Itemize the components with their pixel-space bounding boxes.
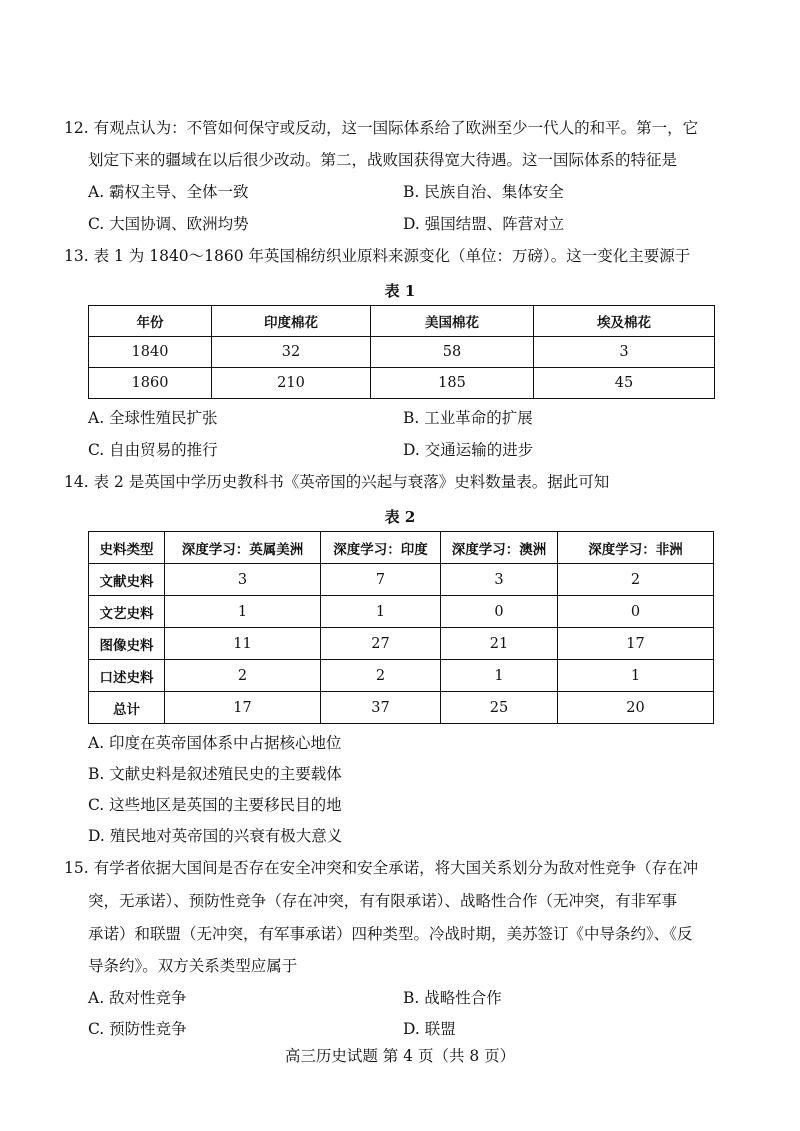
table-cell: 2 <box>558 564 714 596</box>
table-header: 深度学习：英属美洲 <box>165 532 321 564</box>
table-cell: 20 <box>558 692 714 724</box>
question-text: 承诺）和联盟（无冲突，有军事承诺）四种类型。冷战时期，美苏签订《中导条约》、《反 <box>88 925 693 943</box>
table-row <box>89 596 714 628</box>
option-b: B. 文献史料是叙述殖民史的主要载体 <box>88 765 342 783</box>
table-cell: 7 <box>321 564 441 596</box>
table-cell: 图像史料 <box>89 628 165 660</box>
question-text: 15. 有学者依据大国间是否存在安全冲突和安全承诺，将大国关系划分为敌对性竞争（存在冲 <box>64 859 699 877</box>
table-row <box>89 337 715 368</box>
page-footer: 高三历史试题 第 4 页（共 8 页） <box>284 1047 516 1065</box>
option-b: B. 民族自治、集体安全 <box>403 183 564 201</box>
table-cell: 3 <box>165 564 321 596</box>
table-cell: 1 <box>558 660 714 692</box>
table-row <box>89 628 714 660</box>
table-cell: 17 <box>165 692 321 724</box>
table-cell: 2 <box>165 660 321 692</box>
question-text: 突，无承诺）、预防性竞争（存在冲突，有有限承诺）、战略性合作（无冲突，有非军事 <box>88 892 678 910</box>
table-row <box>89 368 715 399</box>
table-cell: 11 <box>165 628 321 660</box>
table-cell: 37 <box>321 692 441 724</box>
table-cell: 210 <box>212 368 371 399</box>
table-cell: 21 <box>441 628 558 660</box>
table-row <box>89 660 714 692</box>
table-cell: 1 <box>441 660 558 692</box>
question-text: 13. 表 1 为 1840～1860 年英国棉纺织业原料来源变化（单位：万磅）。这一变化主要源于 <box>64 247 691 265</box>
option-c: C. 预防性竞争 <box>88 1020 187 1038</box>
option-d: D. 殖民地对英帝国的兴衰有极大意义 <box>88 827 343 845</box>
table-cell: 口述史料 <box>89 660 165 692</box>
table-2 <box>88 531 714 724</box>
table-header: 深度学习：澳洲 <box>441 532 558 564</box>
table-cell: 25 <box>441 692 558 724</box>
option-d: D. 交通运输的进步 <box>403 441 534 459</box>
table-header: 深度学习：非洲 <box>558 532 714 564</box>
table-1 <box>88 305 715 399</box>
table-cell: 32 <box>212 337 371 368</box>
option-a: A. 霸权主导、全体一致 <box>88 183 249 201</box>
table-title: 表 1 <box>384 282 416 300</box>
table-header: 印度棉花 <box>212 306 371 337</box>
table-cell: 1 <box>321 596 441 628</box>
question-text: 12. 有观点认为：不管如何保守或反动，这一国际体系给了欧洲至少一代人的和平。第一，它 <box>64 119 699 137</box>
table-cell: 17 <box>558 628 714 660</box>
table-header: 史料类型 <box>89 532 165 564</box>
option-a: A. 印度在英帝国体系中占据核心地位 <box>88 734 342 752</box>
table-header: 美国棉花 <box>371 306 534 337</box>
option-b: B. 工业革命的扩展 <box>403 409 533 427</box>
table-cell: 文献史料 <box>89 564 165 596</box>
option-d: D. 强国结盟、阵营对立 <box>403 215 565 233</box>
table-cell: 45 <box>534 368 715 399</box>
table-header: 埃及棉花 <box>534 306 715 337</box>
table-cell: 1840 <box>89 337 212 368</box>
table-cell: 3 <box>441 564 558 596</box>
table-cell: 0 <box>558 596 714 628</box>
table-cell: 185 <box>371 368 534 399</box>
table-row <box>89 692 714 724</box>
table-cell: 文艺史料 <box>89 596 165 628</box>
question-text: 划定下来的疆域在以后很少改动。第二，战败国获得宽大待遇。这一国际体系的特征是 <box>88 151 678 169</box>
option-c: C. 大国协调、欧洲均势 <box>88 215 249 233</box>
option-d: D. 联盟 <box>403 1020 456 1038</box>
table-cell: 3 <box>534 337 715 368</box>
table-row <box>89 564 714 596</box>
question-text: 14. 表 2 是英国中学历史教科书《英帝国的兴起与衰落》史料数量表。据此可知 <box>64 473 610 491</box>
table-cell: 58 <box>371 337 534 368</box>
table-cell: 1860 <box>89 368 212 399</box>
option-c: C. 这些地区是英国的主要移民目的地 <box>88 796 342 814</box>
table-cell: 总计 <box>89 692 165 724</box>
option-c: C. 自由贸易的推行 <box>88 441 218 459</box>
table-header: 深度学习：印度 <box>321 532 441 564</box>
option-b: B. 战略性合作 <box>403 989 502 1007</box>
option-a: A. 敌对性竞争 <box>88 989 187 1007</box>
table-cell: 27 <box>321 628 441 660</box>
question-text: 导条约》。双方关系类型应属于 <box>88 957 298 975</box>
table-title: 表 2 <box>384 508 416 526</box>
option-a: A. 全球性殖民扩张 <box>88 409 218 427</box>
table-cell: 1 <box>165 596 321 628</box>
table-cell: 0 <box>441 596 558 628</box>
table-header: 年份 <box>89 306 212 337</box>
table-cell: 2 <box>321 660 441 692</box>
